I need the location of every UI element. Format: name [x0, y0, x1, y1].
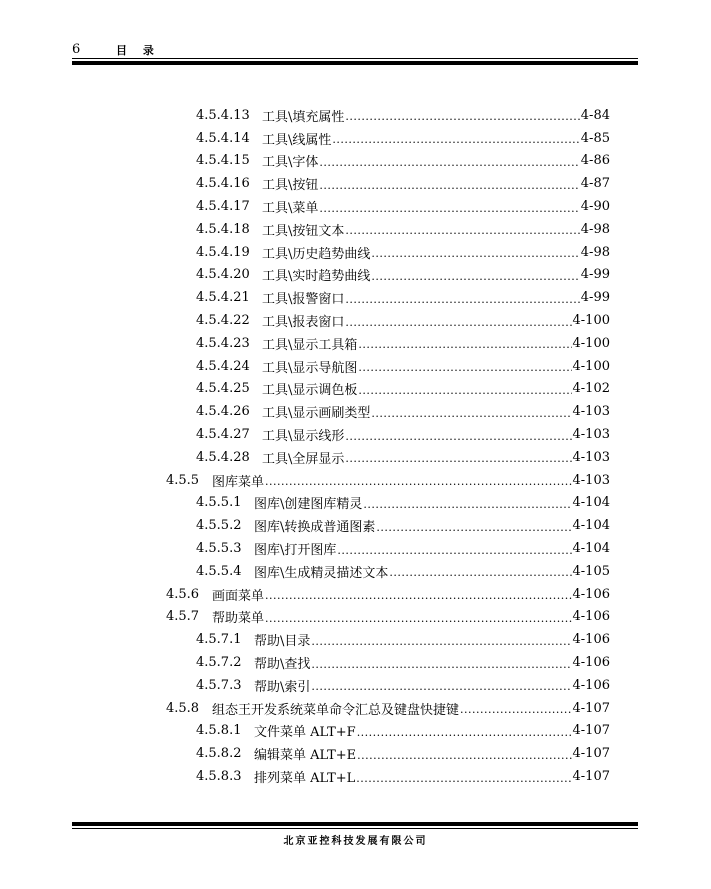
toc-leader-dots [345, 108, 579, 122]
toc-entry-page: 4-100 [572, 313, 610, 329]
toc-entry-page: 4-99 [580, 290, 610, 306]
toc-entry-page: 4-106 [572, 655, 610, 671]
toc-section[interactable] [166, 469, 610, 492]
toc-entry-label: 工具\历史趋势曲线 [262, 246, 371, 262]
toc-entry[interactable] [196, 286, 610, 309]
toc-leader-dots [389, 564, 571, 578]
toc-entry-number: 4.5.7.3 [196, 677, 242, 693]
toc-entry-number: 4.5.4.16 [196, 176, 250, 192]
toc-entry-number: 4.5.4.21 [196, 290, 250, 306]
toc-entry-number: 4.5.8.1 [196, 723, 242, 739]
header-rule-thin [72, 58, 638, 59]
toc-entry-label: 图库菜单 [212, 474, 265, 490]
toc-entry-label: 工具\按钮 [262, 178, 319, 194]
footer-rule-thick [72, 822, 638, 826]
toc-entry[interactable] [196, 514, 610, 537]
toc-leader-dots [345, 450, 571, 464]
toc-leader-dots [337, 542, 571, 556]
toc-entry-number: 4.5.5 [166, 472, 200, 488]
toc-leader-dots [345, 428, 571, 442]
toc-entry-label: 帮助菜单 [212, 611, 265, 627]
toc-entry-number: 4.5.4.23 [196, 335, 250, 351]
toc-leader-dots [265, 610, 572, 624]
toc-entry-page: 4-98 [580, 244, 610, 260]
toc-entry-number: 4.5.4.18 [196, 221, 250, 237]
toc-leader-dots [356, 770, 571, 784]
toc-entry-page: 4-100 [572, 335, 610, 351]
toc-entry-page: 4-84 [580, 107, 610, 123]
toc-entry-number: 4.5.4.27 [196, 427, 250, 443]
toc-entry-number: 4.5.4.19 [196, 244, 250, 260]
toc-leader-dots [363, 496, 571, 510]
toc-entry-label: 画面菜单 [212, 588, 265, 604]
toc-entry-label: 工具\显示画刷类型 [262, 406, 371, 422]
toc-entry-label: 工具\报警窗口 [262, 292, 345, 308]
toc-entry[interactable] [196, 127, 610, 150]
toc-leader-dots [319, 177, 579, 191]
toc-entry-label: 工具\线属性 [262, 132, 332, 148]
toc-leader-dots [358, 336, 571, 350]
toc-leader-dots [357, 724, 572, 738]
toc-entry-page: 4-100 [572, 358, 610, 374]
toc-entry-page: 4-98 [580, 221, 610, 237]
toc-entry-number: 4.5.4.20 [196, 267, 250, 283]
toc-entry-label: 图库\转换成普通图素 [254, 520, 376, 536]
toc-entry-page: 4-87 [580, 176, 610, 192]
toc-entry-page: 4-106 [572, 609, 610, 625]
toc-entry-page: 4-104 [572, 518, 610, 534]
toc-entry-page: 4-104 [572, 541, 610, 557]
toc-entry-label: 工具\填充属性 [262, 109, 345, 125]
toc-entry[interactable] [196, 423, 610, 446]
toc-entry-number: 4.5.7.1 [196, 632, 242, 648]
toc-entry-label: 文件菜单 ALT+F [254, 725, 356, 741]
toc-entry-number: 4.5.4.14 [196, 130, 250, 146]
toc-entry[interactable] [196, 241, 610, 264]
toc-section[interactable] [166, 697, 610, 720]
table-of-contents [0, 104, 711, 788]
toc-entry-label: 图库\创建图库精灵 [254, 497, 363, 513]
toc-entry-number: 4.5.7.2 [196, 655, 242, 671]
toc-section[interactable] [166, 583, 610, 606]
toc-entry-label: 图库\生成精灵描述文本 [254, 565, 389, 581]
toc-entry-label: 工具\菜单 [262, 201, 319, 217]
toc-section[interactable] [166, 606, 610, 629]
footer-rule-thin [72, 828, 638, 829]
toc-entry-number: 4.5.4.28 [196, 449, 250, 465]
toc-entry-number: 4.5.4.24 [196, 358, 250, 374]
toc-leader-dots [358, 359, 571, 373]
toc-entry[interactable] [196, 355, 610, 378]
toc-entry-number: 4.5.4.22 [196, 313, 250, 329]
toc-entry-label: 工具\全屏显示 [262, 451, 345, 467]
toc-leader-dots [345, 291, 579, 305]
toc-leader-dots [265, 587, 572, 601]
toc-leader-dots [371, 268, 579, 282]
toc-entry[interactable] [196, 446, 610, 469]
toc-entry-number: 4.5.6 [166, 586, 200, 602]
toc-entry-label: 工具\显示调色板 [262, 383, 358, 399]
toc-entry-label: 工具\实时趋势曲线 [262, 269, 371, 285]
toc-entry-number: 4.5.7 [166, 609, 200, 625]
toc-entry-page: 4-99 [580, 267, 610, 283]
toc-entry[interactable] [196, 172, 610, 195]
toc-entry-page: 4-103 [572, 427, 610, 443]
toc-entry-label: 帮助\目录 [254, 634, 311, 650]
toc-entry-label: 组态王开发系统菜单命令汇总及键盘快捷键 [212, 702, 460, 718]
toc-leader-dots [311, 633, 571, 647]
header-title: 目 录 [116, 44, 160, 57]
toc-entry-page: 4-106 [572, 632, 610, 648]
toc-entry[interactable] [196, 400, 610, 423]
toc-entry-label: 编辑菜单 ALT+E [254, 748, 357, 764]
toc-entry-page: 4-107 [572, 723, 610, 739]
toc-entry[interactable] [196, 720, 610, 743]
toc-entry-number: 4.5.4.13 [196, 107, 250, 123]
toc-entry-number: 4.5.5.1 [196, 495, 242, 511]
toc-entry-page: 4-107 [572, 769, 610, 784]
toc-entry[interactable] [196, 628, 610, 651]
toc-leader-dots [345, 314, 571, 328]
toc-entry[interactable] [196, 378, 610, 401]
toc-leader-dots [265, 473, 572, 487]
toc-entry-page: 4-104 [572, 495, 610, 511]
toc-entry-page: 4-106 [572, 677, 610, 693]
toc-entry-page: 4-85 [580, 130, 610, 146]
toc-entry[interactable] [196, 537, 610, 560]
toc-entry-page: 4-103 [572, 472, 610, 488]
toc-leader-dots [311, 678, 571, 692]
toc-leader-dots [376, 519, 571, 533]
toc-entry-number: 4.5.4.17 [196, 199, 250, 215]
toc-entry[interactable] [196, 104, 610, 127]
toc-entry-page: 4-86 [580, 153, 610, 169]
toc-entry-number: 4.5.4.15 [196, 153, 250, 169]
page-number: 6 [72, 42, 81, 57]
toc-entry-number: 4.5.5.4 [196, 563, 242, 579]
toc-leader-dots [371, 405, 571, 419]
toc-entry-number: 4.5.8 [166, 700, 200, 716]
toc-entry[interactable] [196, 674, 610, 697]
toc-entry-number: 4.5.8.2 [196, 746, 242, 762]
toc-entry-label: 排列菜单 ALT+L [254, 771, 356, 786]
toc-entry[interactable] [196, 332, 610, 355]
toc-entry-page: 4-103 [572, 449, 610, 465]
toc-entry-label: 工具\显示线形 [262, 429, 345, 445]
toc-entry[interactable] [196, 492, 610, 515]
toc-entry-page: 4-107 [572, 746, 610, 762]
toc-entry-label: 图库\打开图库 [254, 543, 337, 559]
toc-entry-page: 4-106 [572, 586, 610, 602]
toc-entry-label: 工具\显示工具箱 [262, 337, 358, 353]
toc-entry-label: 工具\显示导航图 [262, 360, 358, 376]
toc-leader-dots [345, 222, 579, 236]
toc-leader-dots [460, 701, 572, 715]
toc-entry[interactable] [196, 765, 610, 788]
toc-entry-number: 4.5.4.26 [196, 404, 250, 420]
toc-entry[interactable] [196, 742, 610, 765]
toc-leader-dots [311, 656, 571, 670]
toc-entry[interactable] [196, 218, 610, 241]
toc-entry-number: 4.5.5.3 [196, 541, 242, 557]
toc-entry-label: 工具\字体 [262, 155, 319, 171]
toc-entry-page: 4-102 [572, 381, 610, 397]
header-rule-thick [72, 61, 638, 65]
toc-entry[interactable] [196, 150, 610, 173]
toc-entry-number: 4.5.8.3 [196, 769, 242, 784]
toc-entry-number: 4.5.5.2 [196, 518, 242, 534]
toc-leader-dots [357, 747, 571, 761]
toc-entry-number: 4.5.4.25 [196, 381, 250, 397]
toc-leader-dots [358, 382, 571, 396]
toc-entry-label: 工具\报表窗口 [262, 315, 345, 331]
toc-entry-page: 4-105 [572, 563, 610, 579]
toc-leader-dots [319, 200, 579, 214]
toc-entry-page: 4-90 [580, 199, 610, 215]
toc-leader-dots [371, 245, 579, 259]
toc-entry[interactable] [196, 264, 610, 287]
toc-entry[interactable] [196, 195, 610, 218]
toc-leader-dots [319, 154, 579, 168]
toc-entry-page: 4-107 [572, 700, 610, 716]
toc-entry[interactable] [196, 651, 610, 674]
toc-entry[interactable] [196, 560, 610, 583]
toc-leader-dots [332, 131, 579, 145]
toc-entry-label: 帮助\查找 [254, 657, 311, 673]
toc-entry[interactable] [196, 309, 610, 332]
toc-entry-label: 工具\按钮文本 [262, 223, 345, 239]
toc-entry-page: 4-103 [572, 404, 610, 420]
footer-company: 北京亚控科技发展有限公司 [283, 836, 428, 847]
toc-entry-label: 帮助\索引 [254, 679, 311, 695]
